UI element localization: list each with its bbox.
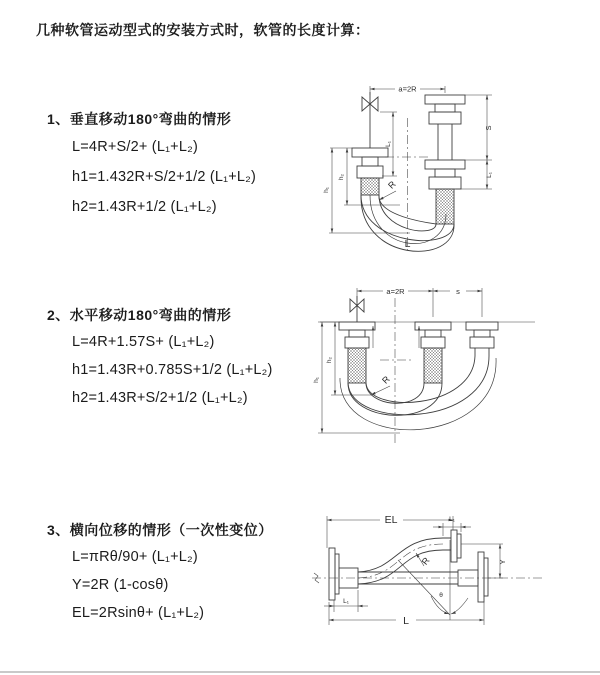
dim-label-l-bottom: L bbox=[404, 238, 411, 250]
right-flange bbox=[458, 552, 488, 602]
formula-line: L=4R+S/2+ (L₁+L₂) bbox=[72, 139, 198, 155]
dim-label-h2: h₂ bbox=[338, 173, 345, 181]
page-title: 几种软管运动型式的安装方式时，软管的长度计算： bbox=[36, 22, 370, 38]
dim-label-h1: h₁ bbox=[323, 187, 330, 193]
angle-construction bbox=[398, 540, 468, 620]
dim-label-l1-top: L₁ bbox=[449, 516, 455, 523]
hose-braid bbox=[436, 189, 454, 224]
dim-label-y: Y bbox=[498, 559, 507, 565]
section2-heading: 2、水平移动180°弯曲的情形 bbox=[47, 307, 232, 323]
right-flange bbox=[425, 95, 465, 224]
formula-line: h2=1.43R+S/2+1/2 (L₁+L₂) bbox=[72, 390, 248, 406]
hose-braid bbox=[348, 348, 366, 383]
diagram-vertical-180-bend bbox=[310, 70, 530, 255]
dim-label-r: R bbox=[419, 555, 432, 567]
dim-label-l-bottom: L bbox=[403, 615, 409, 627]
formula-line: h2=1.43R+1/2 (L₁+L₂) bbox=[72, 199, 217, 215]
middle-flange bbox=[415, 322, 451, 383]
formula-line: EL=2Rsinθ+ (L₁+L₂) bbox=[72, 605, 205, 621]
formula-line: Y=2R (1-cosθ) bbox=[72, 577, 169, 593]
left-flange bbox=[339, 322, 375, 383]
left-flange bbox=[352, 148, 388, 195]
dim-label-l1-left: L₁ bbox=[343, 598, 349, 605]
formula-line: L=4R+1.57S+ (L₁+L₂) bbox=[72, 334, 215, 350]
diagram-horizontal-180-bend bbox=[310, 280, 600, 450]
dim-label-r: R bbox=[386, 179, 398, 191]
hose-braid bbox=[424, 348, 442, 383]
hose-braid bbox=[361, 178, 379, 195]
dim-label-l1-right: L₁ bbox=[486, 172, 493, 178]
dim-label-l1: L₁ bbox=[385, 141, 392, 147]
right-flange bbox=[466, 322, 498, 356]
formula-line: L=πRθ/90+ (L₁+L₂) bbox=[72, 549, 198, 565]
formula-line: h1=1.43R+0.785S+1/2 (L₁+L₂) bbox=[72, 362, 273, 378]
upper-flange bbox=[443, 530, 461, 562]
diagram-lateral-displacement bbox=[305, 500, 567, 650]
dim-label-theta: θ bbox=[439, 592, 443, 599]
dim-label-s: s bbox=[456, 287, 460, 296]
section3-heading: 3、横向位移的情形（一次性变位） bbox=[47, 522, 273, 538]
dim-label-r: R bbox=[380, 374, 392, 386]
dim-label-h2: h₂ bbox=[326, 356, 333, 364]
dim-label-a2r: a=2R bbox=[398, 84, 417, 94]
page-bottom-rule bbox=[0, 671, 600, 673]
dim-label-h1: h₁ bbox=[313, 377, 320, 383]
dim-label-s: S bbox=[484, 125, 493, 131]
formula-line: h1=1.432R+S/2+1/2 (L₁+L₂) bbox=[72, 169, 257, 185]
dim-label-el: EL bbox=[384, 514, 398, 526]
dim-label-a2r: a=2R bbox=[386, 287, 405, 296]
section1-heading: 1、垂直移动180°弯曲的情形 bbox=[47, 111, 232, 127]
left-flange bbox=[329, 548, 358, 600]
